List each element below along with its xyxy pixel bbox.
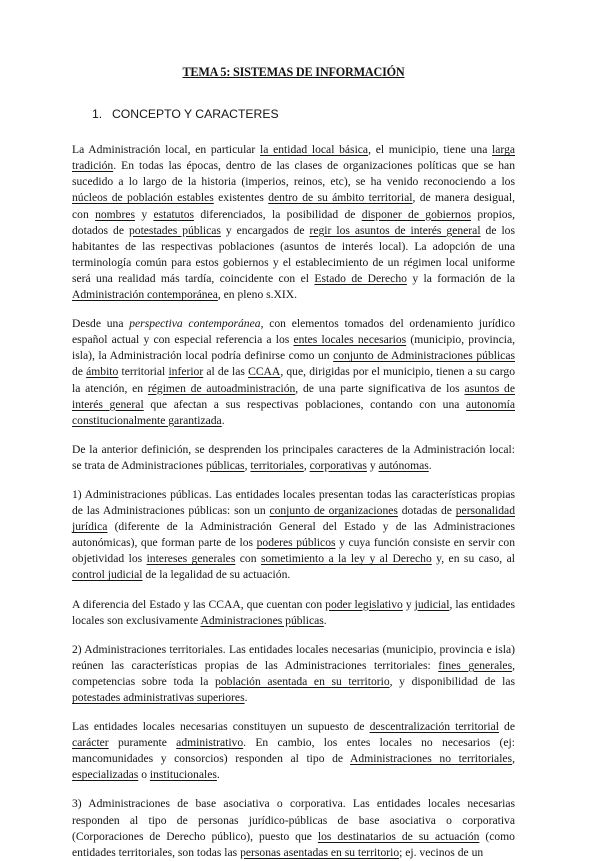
underlined-term: personalidad jurídica [72,504,515,534]
paragraph [72,796,515,860]
text-run: que afectan a sus respectivas poblaciones, contando con una [143,397,467,411]
underlined-term: dentro de su ámbito territorial [268,191,413,205]
underlined-term: autonomía constitucionalmente garantizada [72,397,515,427]
text-run: , con elementos tomados del ordenamiento jurídico español actual y con especial referencia a los [72,317,515,347]
text-run: propios, dotados de [72,207,516,237]
text-run: De la anterior definición, se desprenden los principales caracteres de la Administración local: se trata de Administraciones [72,442,515,472]
underlined-term: fines generales [438,658,513,672]
text-run: . [221,413,225,427]
text-run: dotadas de [397,504,456,518]
underlined-term: administrativo [176,736,244,750]
text-run: Desde una [72,317,130,331]
paragraph [72,316,515,429]
text-run: , en pleno s.XIX. [217,288,298,302]
underlined-term: poder legislativo [325,597,403,611]
paragraph [72,487,515,584]
underlined-term: institucionales [149,768,217,782]
underlined-term: carácter [72,736,109,750]
text-run: (municipio, provincia, isla), la Administración local podría definirse como un [72,333,515,363]
text-run: , de una parte significativa de los [295,381,465,395]
text-run: con [235,552,261,566]
underlined-term: control judicial [72,568,143,582]
text-run: o [138,768,150,782]
text-run: , que, dirigidas por el municipio, tienen a su cargo la atención, en [72,365,516,395]
underlined-term: intereses generales [146,552,236,566]
text-run: , competencias sobre toda la [72,658,515,688]
text-run: de [498,720,515,734]
underlined-term: la entidad local básica [260,143,369,157]
text-run: Las entidades locales necesarias constituyen un supuesto de [72,720,370,734]
underlined-term: regir los asuntos de interés general [309,223,481,237]
text-run: . En todas las épocas, dentro de las clases de organizaciones políticas que se han sucedido a lo largo de la historia (imperios, reinos, etc), se ha venido reconociendo a los [72,159,515,189]
italic-text: perspectiva contemporánea [129,317,261,331]
underlined-term: judicial [414,597,450,611]
text-run: , de manera desigual, con [72,191,515,221]
text-run: de la legalidad de su actuación. [142,568,291,582]
underlined-term: conjunto de Administraciones públicas [333,349,515,363]
text-run: , [512,752,515,766]
underlined-term: los destinatarios de su actuación [317,829,480,843]
section-heading [92,106,515,122]
page-title: TEMA 5: SISTEMAS DE INFORMACIÓN [182,65,405,79]
text-run: (como entidades territoriales, son todas las [72,829,515,859]
paragraph [72,597,515,629]
text-run: y [402,597,415,611]
paragraph [72,142,515,303]
text-run: (diferente de la Administración General del Estado y de las Administraciones autonómicas), que forman parte de los [72,520,515,550]
underlined-term: larga tradición [72,143,516,173]
underlined-term: Administraciones no territoriales [350,752,513,766]
underlined-term: públicas [205,458,245,472]
text-run: y [366,458,379,472]
text-run: de [72,365,87,379]
section-number: 1. [92,107,103,122]
underlined-term: corporativas [309,458,367,472]
underlined-term: disponer de gobiernos [361,207,472,221]
underlined-term: descentralización territorial [369,720,499,734]
text-run: 3) Administraciones de base asociativa o corporativa. Las entidades locales necesarias responden al tipo de personas jurídico-públicas de base asociativa o corporativa (Corporaciones de Derecho público), puesto que [72,797,515,843]
underlined-term: Administraciones públicas [200,613,324,627]
text-run: . [216,768,220,782]
underlined-term: entes locales necesarios [293,333,407,347]
text-run: . [244,691,248,704]
underlined-term: nombres [95,207,135,221]
underlined-term: CCAA [248,365,281,379]
underlined-term: asuntos de interés general [72,381,515,411]
text-run: al de las [203,365,249,379]
text-run: territorial [118,365,169,379]
underlined-term: territoriales [250,458,304,472]
underlined-term: régimen de autoadministración [147,381,296,395]
underlined-term: especializadas [72,768,139,782]
text-run: ; ej. vecinos de un [399,845,484,859]
underlined-term: autónomas [378,458,429,472]
text-run: y, en su caso, al [431,552,515,566]
underlined-term: sometimiento a la ley y al Derecho [260,552,432,566]
underlined-term: población asentada en su territorio [215,674,390,688]
text-run: 2) Administraciones territoriales. Las entidades locales necesarias (municipio, provincia e isla) reúnen las características propias de las Administraciones territoriales: [72,642,515,672]
text-run: existentes [213,191,269,205]
text-run: y [135,207,154,221]
text-run: . [428,458,432,472]
underlined-term: núcleos de población estables [72,191,214,205]
text-run: puramente [108,736,177,750]
underlined-term: Administración contemporánea [72,288,218,302]
underlined-term: personas asentadas en su territorio [240,845,400,859]
text-run: diferenciados, la posibilidad de [194,207,362,221]
underlined-term: poderes públicos [256,536,336,550]
text-run: de los habitantes de las respectivas poblaciones (asuntos de interés local). La adopción de una terminología común para estos gobiernos y el establecimiento de un régimen local uniforme será una realidad más tardía, coincidente con el [72,223,515,285]
paragraph [72,642,515,706]
paragraph [72,719,515,783]
text-run: , el municipio, tiene una [368,143,493,157]
text-run: . [323,613,327,627]
text-run: La Administración local, en particular [72,143,260,157]
text-run: y cuya función consiste en servir con objetividad los [72,536,515,566]
text-run: , las entidades locales son exclusivamente [72,597,516,627]
underlined-term: potestades administrativas superiores [72,691,245,704]
underlined-term: Estado de Derecho [314,271,407,285]
underlined-term: estatutos [153,207,195,221]
text-run: y la formación de la [406,271,515,285]
text-run: . En cambio, los entes locales no necesarios (ej: mancomunidades y consorcios) responden al tipo de [72,736,515,766]
text-run: y encargados de [220,223,310,237]
text-run: , [303,458,310,472]
document-page [72,58,515,861]
section-label: CONCEPTO Y CARACTERES [112,107,279,122]
text-run: , [244,458,251,472]
text-run: 1) Administraciones públicas. Las entidades locales presentan todas las características propias de las Administraciones públicas: son un [72,487,515,518]
underlined-term: conjunto de organizaciones [269,504,398,518]
underlined-term: inferior [168,365,204,379]
text-run: A diferencia del Estado y las CCAA, que cuentan con [72,597,326,611]
underlined-term: potestades públicas [128,223,221,237]
paragraph [72,442,515,474]
underlined-term: ámbito [86,365,119,379]
text-run: , y disponibilidad de las [389,674,515,688]
